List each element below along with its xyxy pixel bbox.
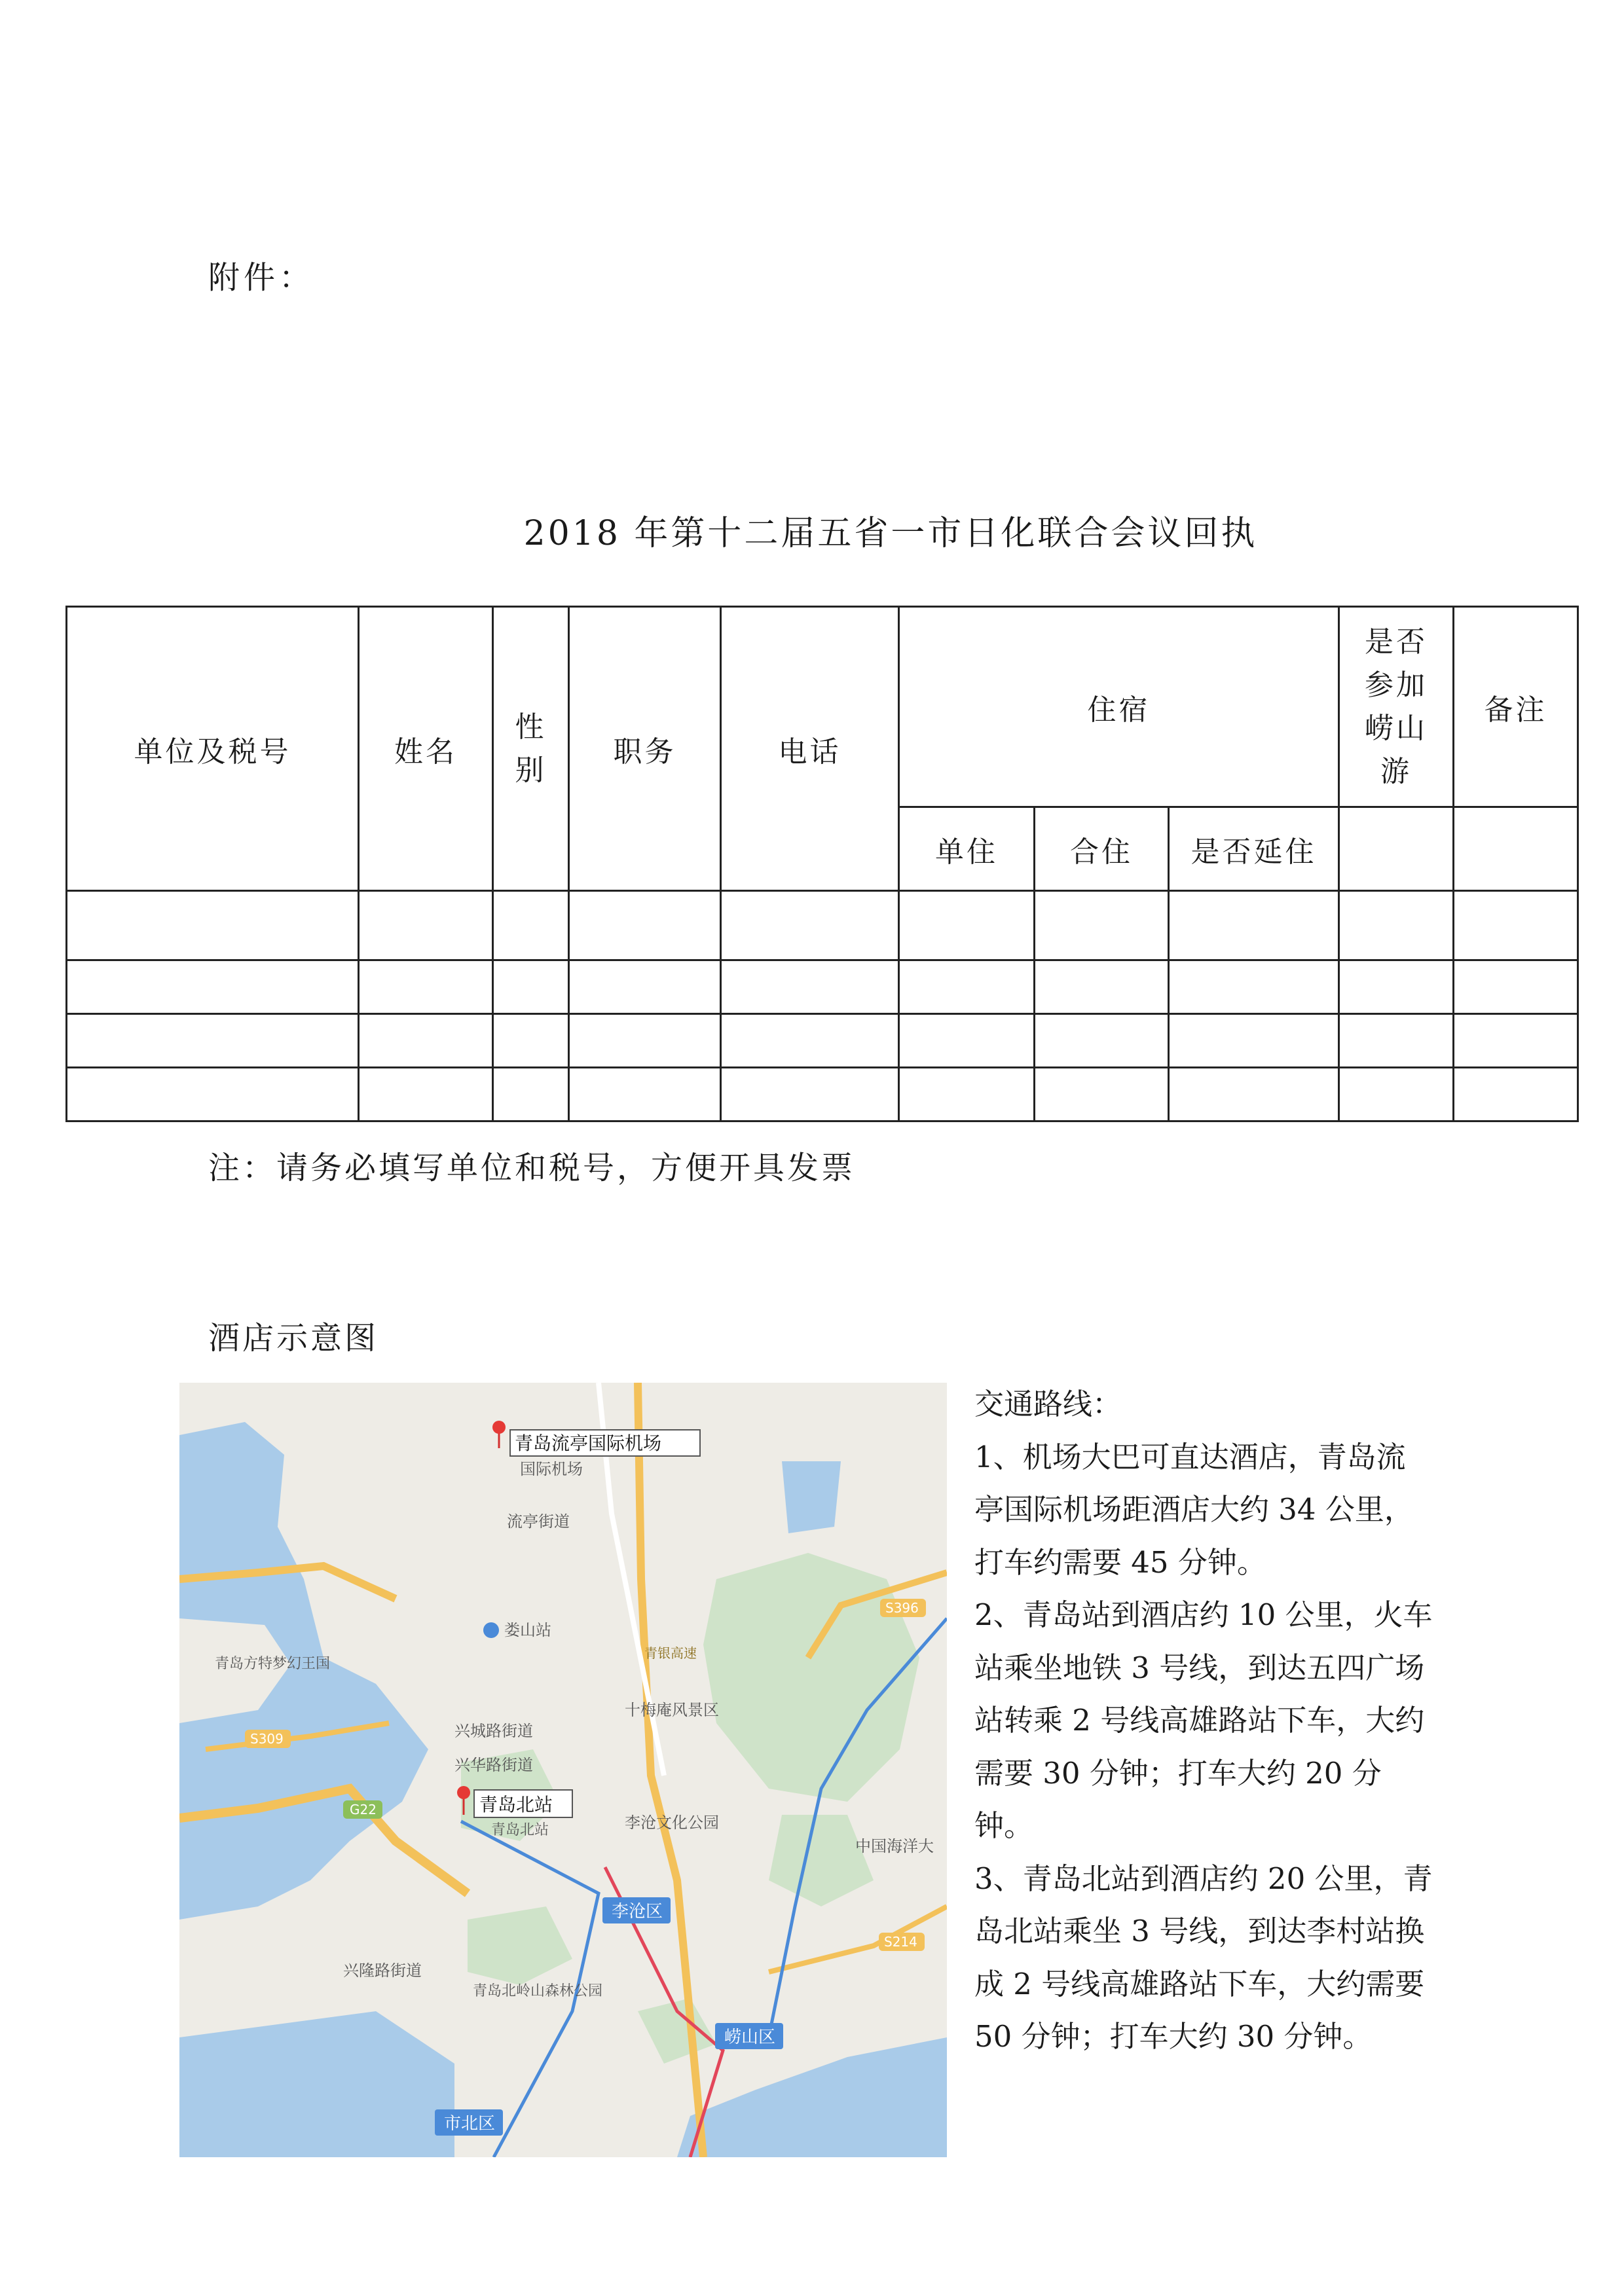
cell[interactable]	[1035, 1068, 1169, 1121]
header-lodging-single: 单住	[899, 807, 1035, 891]
header-lodging: 住宿	[899, 607, 1339, 807]
header-laoshan-tour: 是否参加崂山游	[1339, 607, 1454, 807]
route-item-airport: 1、机场大巴可直达酒店，青岛流亭国际机场距酒店大约 34 公里，打车约需要 45 分钟。	[974, 1439, 1414, 1580]
header-lodging-extend: 是否延住	[1169, 807, 1339, 891]
shield-s309-text: S309	[250, 1731, 284, 1747]
licang-district-label: 李沧区	[612, 1902, 663, 1922]
cell[interactable]	[1339, 1068, 1454, 1121]
cell[interactable]	[67, 960, 359, 1014]
header-unit-tax: 单位及税号	[67, 607, 359, 891]
cell[interactable]	[67, 891, 359, 960]
cell[interactable]	[67, 1014, 359, 1068]
laoshan-district-label: 崂山区	[724, 2028, 776, 2047]
cell[interactable]	[899, 1068, 1035, 1121]
route-item-qingdao-station: 2、青岛站到酒店约 10 公里，火车站乘坐地铁 3 号线，到达五四广场站转乘 2 号线高雄路站下车，大约需要 30 分钟；打车大约 20 分钟。	[974, 1597, 1433, 1843]
cell[interactable]	[359, 891, 493, 960]
cell[interactable]	[1035, 960, 1169, 1014]
cell[interactable]	[1035, 891, 1169, 960]
cell[interactable]	[721, 1068, 899, 1121]
cell[interactable]	[569, 1014, 721, 1068]
xinglong-label: 兴隆路街道	[343, 1961, 422, 1980]
airport-label: 国际机场	[520, 1460, 583, 1478]
header-phone: 电话	[721, 607, 899, 891]
transport-route-text	[974, 1378, 1433, 2064]
header-position: 职务	[569, 607, 721, 891]
loushan-label: 娄山站	[504, 1621, 551, 1639]
route-heading: 交通路线：	[974, 1387, 1122, 1421]
reservoir-water	[782, 1461, 841, 1533]
licang-park-label: 李沧文化公园	[625, 1813, 719, 1832]
north-station-callout-text: 青岛北站	[479, 1794, 553, 1815]
cell[interactable]	[1454, 1014, 1578, 1068]
cell[interactable]	[721, 960, 899, 1014]
cell[interactable]	[899, 960, 1035, 1014]
qingyin-label: 青银高速	[644, 1645, 697, 1661]
liuting-label: 流亭街道	[507, 1512, 570, 1531]
north-station-label: 青岛北站	[491, 1822, 549, 1838]
ocean-university-label: 中国海洋大	[855, 1837, 934, 1855]
cell[interactable]	[1169, 891, 1339, 960]
header-remarks-sub	[1454, 807, 1578, 891]
cell[interactable]	[359, 1014, 493, 1068]
cell[interactable]	[1339, 1014, 1454, 1068]
fill-in-note: 注：请务必填写单位和税号，方便开具发票	[208, 1150, 856, 1186]
airport-callout-text: 青岛流亭国际机场	[515, 1432, 662, 1454]
cell[interactable]	[1454, 960, 1578, 1014]
cell[interactable]	[67, 1068, 359, 1121]
table-row	[67, 960, 1578, 1014]
shield-s396-text: S396	[885, 1600, 919, 1616]
map-heading: 酒店示意图	[208, 1320, 379, 1357]
cell[interactable]	[1035, 1014, 1169, 1068]
cell[interactable]	[493, 1014, 569, 1068]
cell[interactable]	[721, 1014, 899, 1068]
loushan-station-icon	[483, 1622, 499, 1638]
document-title: 2018 年第十二届五省一市日化联合会议回执	[523, 514, 1258, 553]
cell[interactable]	[493, 891, 569, 960]
shield-s214-text: S214	[884, 1934, 917, 1950]
header-lodging-shared: 合住	[1035, 807, 1169, 891]
shield-g22-text: G22	[350, 1802, 377, 1817]
xinghua-label: 兴华路街道	[454, 1756, 533, 1774]
cell[interactable]	[721, 891, 899, 960]
cell[interactable]	[899, 891, 1035, 960]
header-laoshan-sub	[1339, 807, 1454, 891]
shibei-district-label: 市北区	[444, 2114, 496, 2134]
cell[interactable]	[569, 1068, 721, 1121]
table-row	[67, 1014, 1578, 1068]
cell[interactable]	[1454, 1068, 1578, 1121]
cell[interactable]	[1339, 960, 1454, 1014]
cell[interactable]	[1169, 960, 1339, 1014]
header-name: 姓名	[359, 607, 493, 891]
cell[interactable]	[493, 960, 569, 1014]
hotel-location-map[interactable]	[179, 1383, 947, 2157]
cell[interactable]	[1169, 1068, 1339, 1121]
cell[interactable]	[493, 1068, 569, 1121]
cell[interactable]	[359, 960, 493, 1014]
cell[interactable]	[569, 960, 721, 1014]
xingcheng-label: 兴城路街道	[454, 1722, 533, 1740]
cell[interactable]	[899, 1014, 1035, 1068]
attachment-label: 附件：	[208, 259, 315, 296]
shimeian-label: 十梅庵风景区	[625, 1701, 719, 1719]
cell[interactable]	[359, 1068, 493, 1121]
beiling-label: 青岛北岭山森林公园	[473, 1983, 603, 1999]
reply-form-table	[65, 606, 1579, 1122]
cell[interactable]	[1169, 1014, 1339, 1068]
cell[interactable]	[1454, 891, 1578, 960]
cell[interactable]	[569, 891, 721, 960]
cell[interactable]	[1339, 891, 1454, 960]
fangte-label: 青岛方特梦幻王国	[215, 1656, 331, 1672]
table-row	[67, 891, 1578, 960]
header-remarks: 备注	[1454, 607, 1578, 807]
header-gender: 性别	[493, 607, 569, 891]
route-item-north-station: 3、青岛北站到酒店约 20 公里，青岛北站乘坐 3 号线，到达李村站换成 2 号线高雄路站下车，大约需要 50 分钟；打车大约 30 分钟。	[974, 1861, 1433, 2054]
table-row	[67, 1068, 1578, 1121]
